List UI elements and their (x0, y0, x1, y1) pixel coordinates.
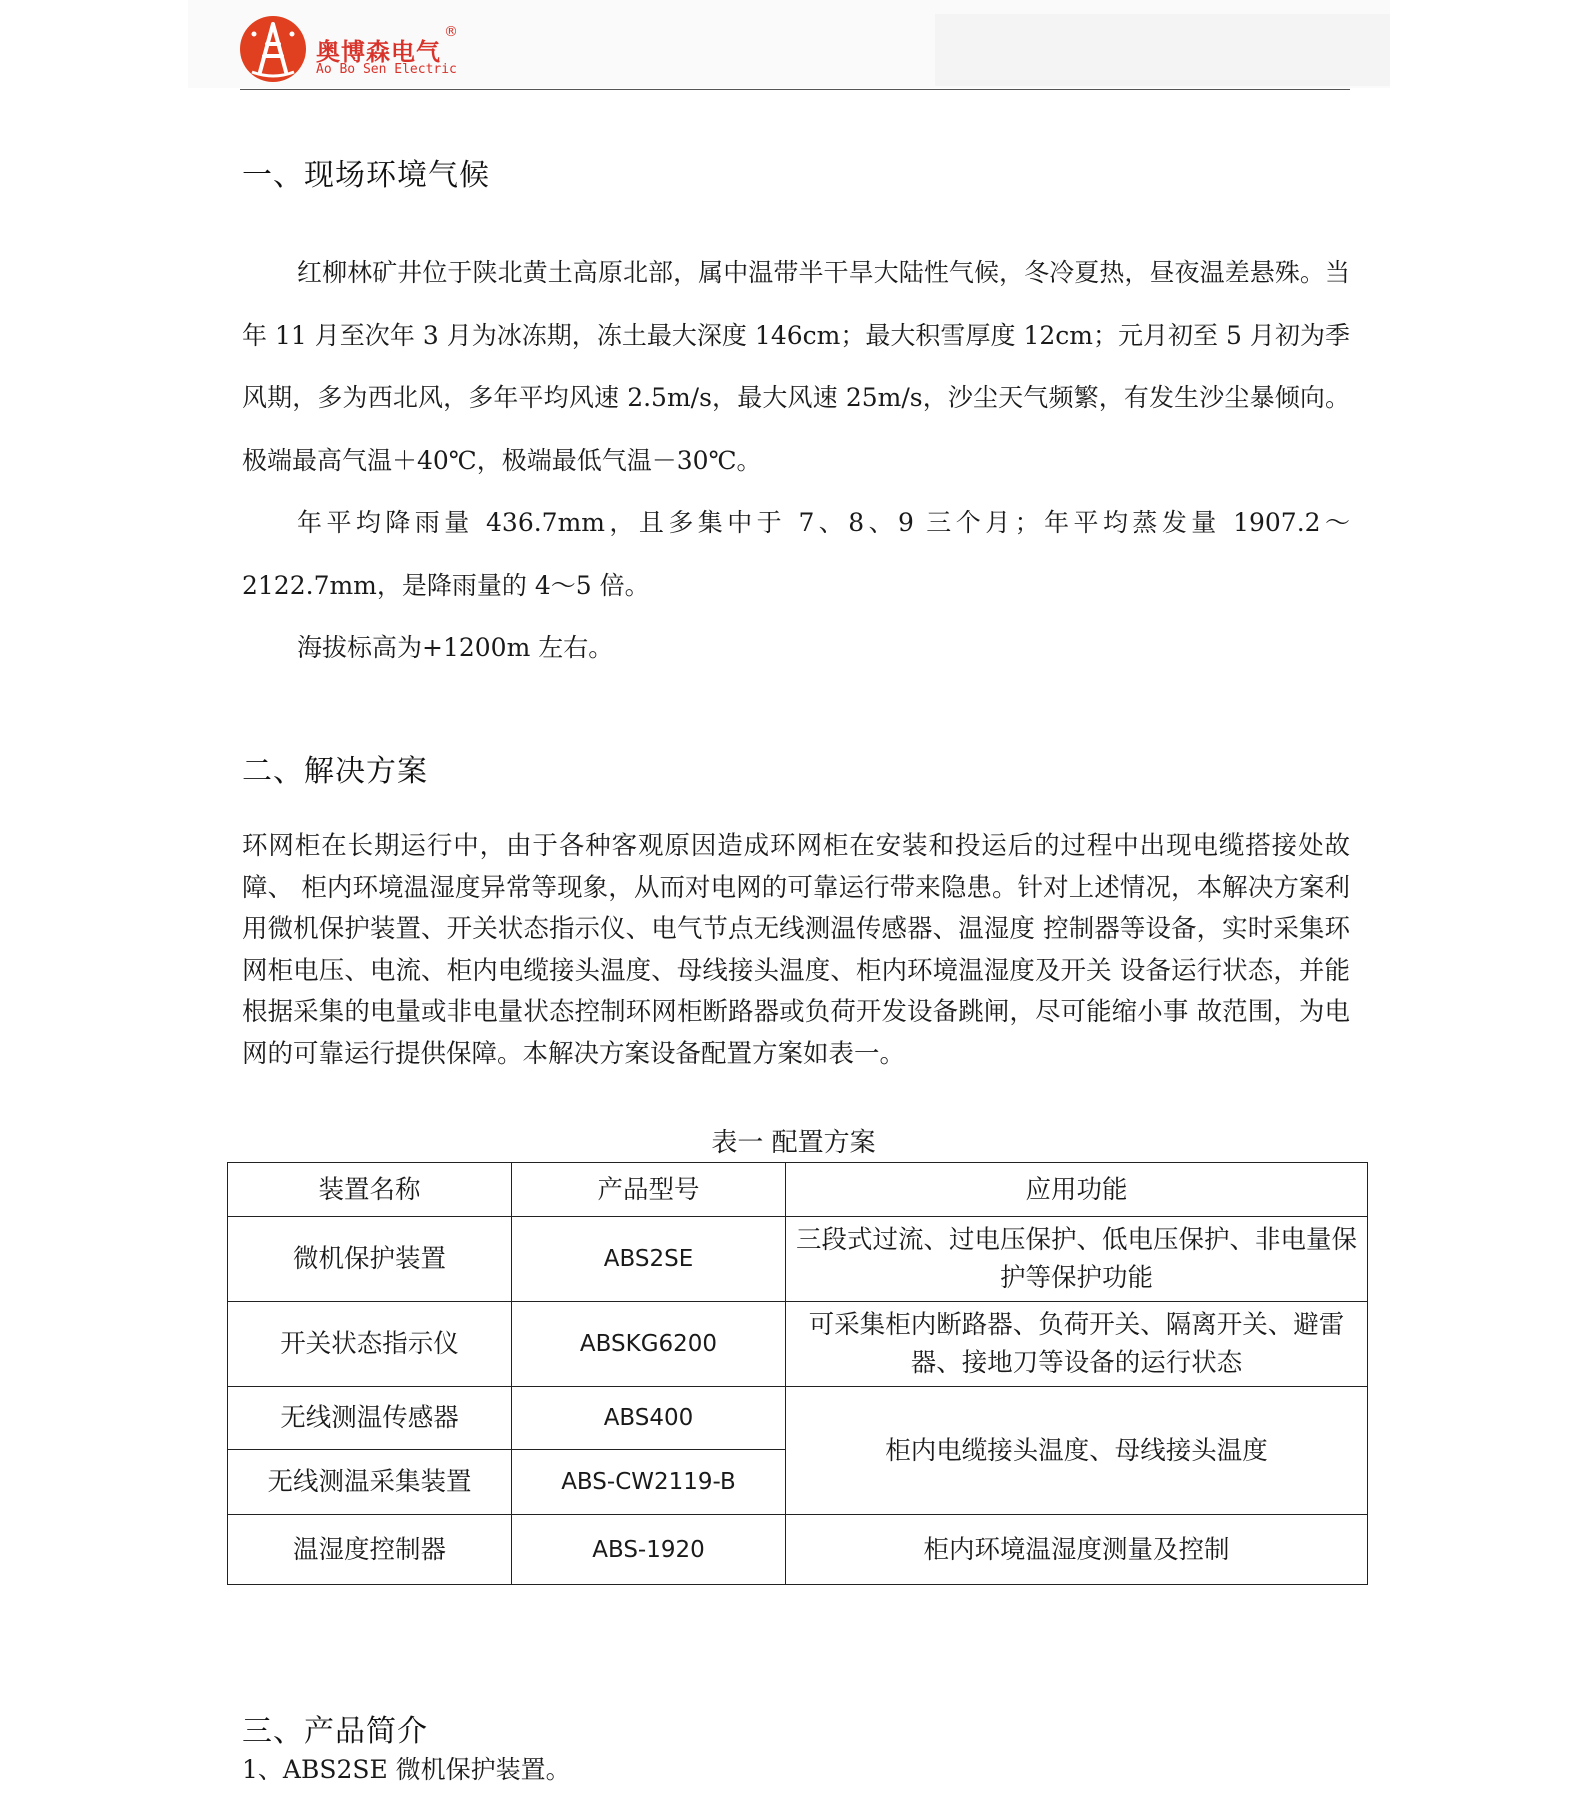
device-model: ABSKG6200 (512, 1302, 786, 1387)
table-row (228, 1515, 1368, 1585)
device-name: 无线测温传感器 (228, 1387, 512, 1450)
table-caption: 表一 配置方案 (711, 1128, 876, 1158)
logo-chinese-name: 奥博森电气 (316, 38, 441, 66)
device-function: 可采集柜内断路器、负荷开关、隔离开关、避雷器、接地刀等设备的运行状态 (786, 1302, 1368, 1387)
product-item-1: 1、ABS2SE 微机保护装置。 (242, 1755, 571, 1784)
table-row (228, 1387, 1368, 1450)
climate-paragraph-2: 年平均降雨量 436.7mm，且多集中于 7、8、9 三个月；年平均蒸发量 1907.2～2122.7mm，是降雨量的 4～5 倍。 (242, 508, 1350, 600)
device-name: 微机保护装置 (228, 1217, 512, 1302)
section-title-climate: 一、现场环境气候 (242, 158, 490, 193)
header-function: 应用功能 (786, 1163, 1368, 1217)
device-model: ABS2SE (512, 1217, 786, 1302)
device-model: ABS-1920 (512, 1515, 786, 1585)
solution-paragraph: 环网柜在长期运行中，由于各种客观原因造成环网柜在安装和投运后的过程中出现电缆搭接处故障、 柜内环境温湿度异常等现象，从而对电网的可靠运行带来隐患。针对上述情况，本解决方案利用微机保护装置、开关状态指示仪、电气节点无线测温传感器、温湿度 控制器等设备，实时采集环网柜电压、电流、柜内电缆接头温度、母线接头温度、柜内环境温湿度及开关 设备运行状态，并能根据采集的电量或非电量状态控制环网柜断路器或负荷开发设备跳闸，尽可能缩小事 故范围，为电网的可靠运行提供保障。本解决方案设备配置方案如表一。 (242, 831, 1350, 1069)
header-device-name: 装置名称 (228, 1163, 512, 1217)
config-table (227, 1162, 1368, 1585)
header-band-right (935, 14, 1390, 86)
device-model: ABS400 (512, 1387, 786, 1450)
company-logo (238, 14, 478, 86)
climate-paragraph-3: 海拔标高为+1200m 左右。 (297, 633, 614, 662)
device-function: 柜内环境温湿度测量及控制 (786, 1515, 1368, 1585)
section-title-products: 三、产品简介 (242, 1714, 428, 1749)
climate-paragraph-1: 红柳林矿井位于陕北黄土高原北部，属中温带半干旱大陆性气候，冬冷夏热，昼夜温差悬殊。当年 11 月至次年 3 月为冰冻期，冻土最大深度 146cm；最大积雪厚度 12cm；元月初至 5 月初为季风期，多为西北风，多年平均风速 2.5m/s，最大风速 25m/s，沙尘天气频繁，有发生沙尘暴倾向。极端最高气温＋40℃，极端最低气温－30℃。 (242, 258, 1350, 475)
logo-english-name: Ao Bo Sen Electric (316, 62, 457, 77)
device-function: 三段式过流、过电压保护、低电压保护、非电量保护等保护功能 (786, 1217, 1368, 1302)
device-name: 开关状态指示仪 (228, 1302, 512, 1387)
device-name: 无线测温采集装置 (228, 1450, 512, 1515)
device-name: 温湿度控制器 (228, 1515, 512, 1585)
logo-registered-mark: ® (444, 24, 458, 40)
section-title-solution: 二、解决方案 (242, 754, 428, 789)
header-divider (240, 89, 1350, 90)
table-header-row (228, 1163, 1368, 1217)
device-function-merged: 柜内电缆接头温度、母线接头温度 (786, 1387, 1368, 1515)
table-row (228, 1217, 1368, 1302)
logo-tower-icon (238, 14, 308, 84)
device-model: ABS-CW2119-B (512, 1450, 786, 1515)
table-row (228, 1302, 1368, 1387)
header-model: 产品型号 (512, 1163, 786, 1217)
